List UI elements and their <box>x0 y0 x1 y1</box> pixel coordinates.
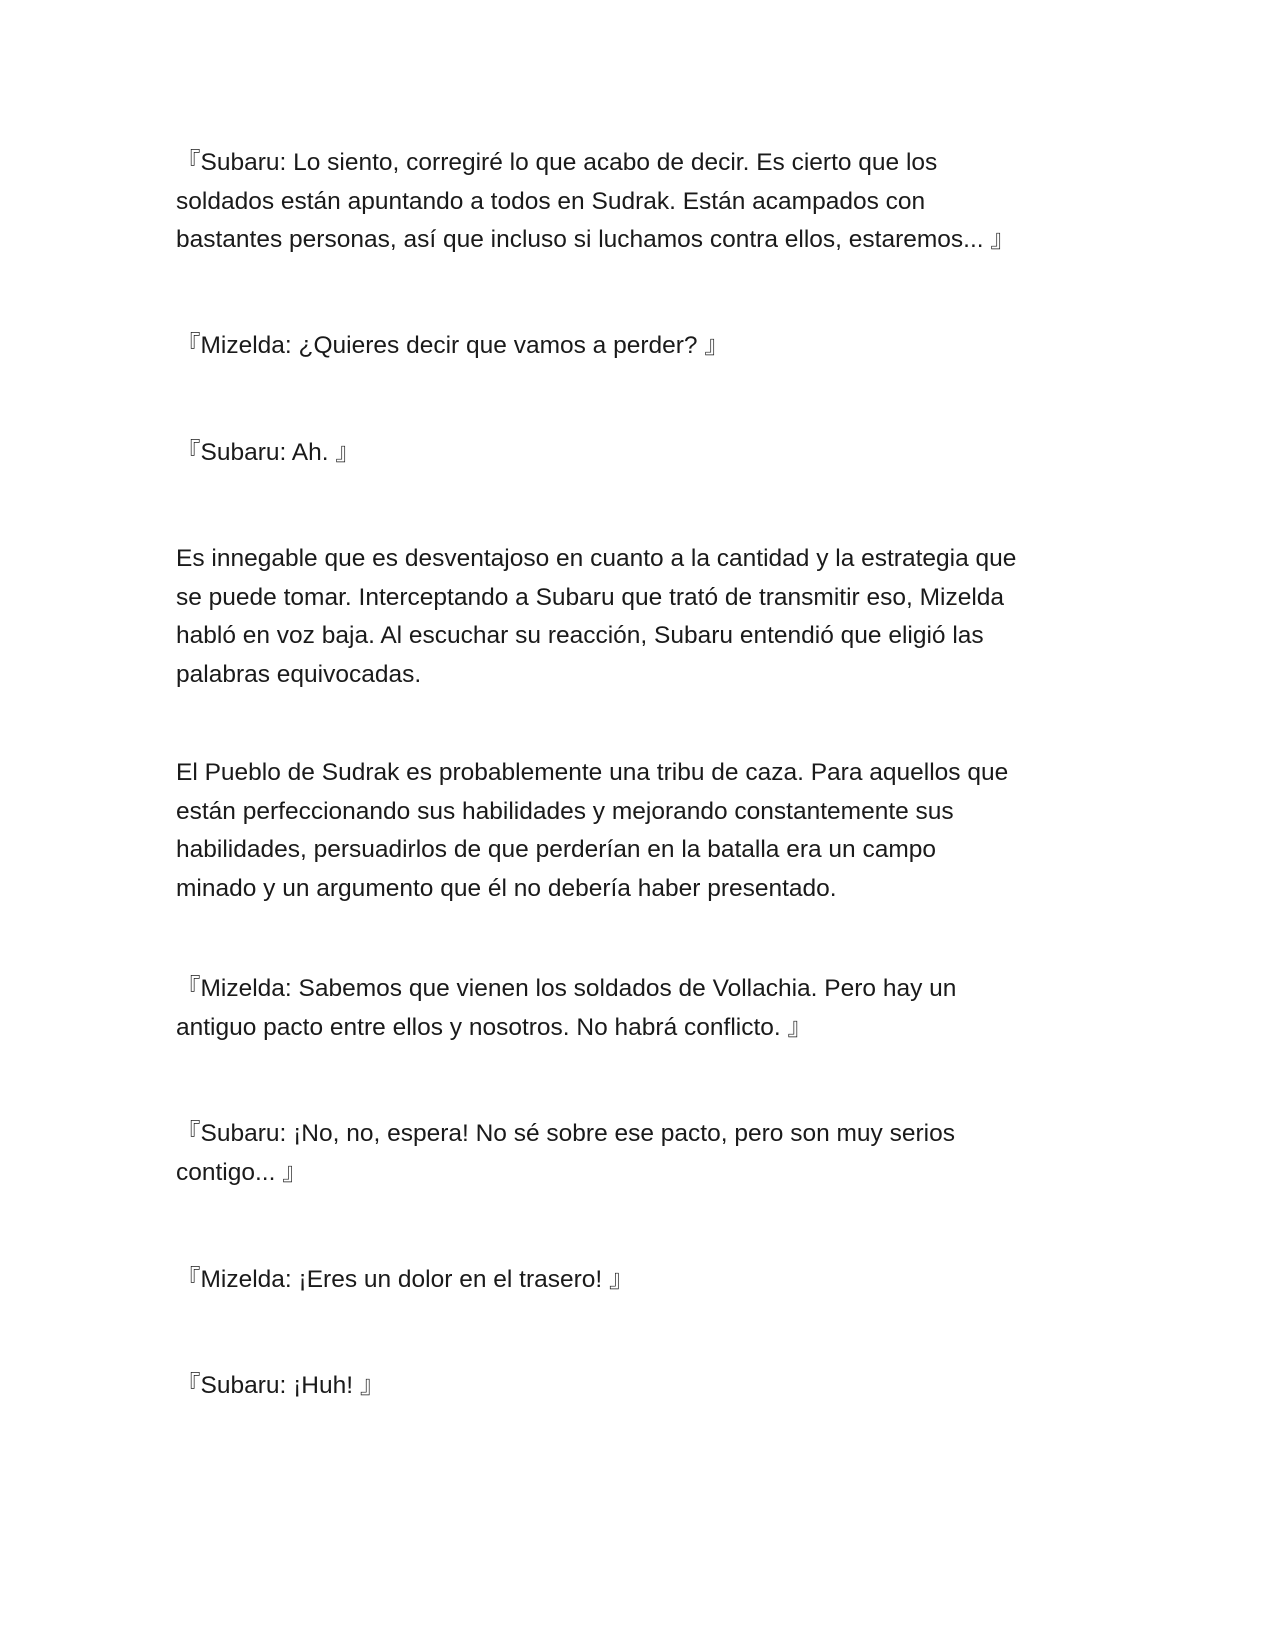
paragraph-subaru-apology <box>176 144 1096 260</box>
text-line: soldados están apuntando a todos en Sudrak. Están acampados con <box>176 187 926 215</box>
text-line: se puede tomar. Interceptando a Subaru que trató de transmitir eso, Mizelda <box>176 583 1005 611</box>
paragraph-subaru-wait <box>176 1115 1096 1192</box>
paragraph-narration-disadvantage <box>176 540 1096 694</box>
paragraph-mizelda-pact <box>176 970 1096 1047</box>
text-line: antiguo pacto entre ellos y nosotros. No habrá conflicto. 』 <box>176 1013 812 1041</box>
text-line: 『Subaru: Ah. 』 <box>176 439 360 466</box>
text-line: 『Subaru: ¡No, no, espera! No sé sobre ese pacto, pero son muy serios <box>176 1120 955 1147</box>
text-line: minado y un argumento que él no debería haber presentado. <box>176 874 837 902</box>
paragraph-mizelda-pain <box>176 1261 1096 1300</box>
text-line: están perfeccionando sus habilidades y mejorando constantemente sus <box>176 797 954 825</box>
paragraph-subaru-ah <box>176 434 1096 473</box>
text-line: 『Subaru: ¡Huh! 』 <box>176 1372 385 1399</box>
text-line: 『Mizelda: Sabemos que vienen los soldados de Vollachia. Pero hay un <box>176 975 957 1002</box>
paragraph-mizelda-lose <box>176 327 1096 366</box>
text-line: El Pueblo de Sudrak es probablemente una tribu de caza. Para aquellos que <box>176 759 1009 786</box>
text-line: palabras equivocadas. <box>176 660 422 688</box>
text-line: bastantes personas, así que incluso si luchamos contra ellos, estaremos... 』 <box>176 226 1015 253</box>
text-line: habló en voz baja. Al escuchar su reacción, Subaru entendió que eligió las <box>176 622 984 649</box>
paragraph-subaru-huh <box>176 1367 1096 1406</box>
text-line: 『Mizelda: ¿Quieres decir que vamos a perder? 』 <box>176 332 729 359</box>
text-line: 『Mizelda: ¡Eres un dolor en el trasero! 』 <box>176 1266 634 1293</box>
text-line: contigo... 』 <box>176 1158 307 1186</box>
paragraph-narration-sudrak <box>176 754 1096 908</box>
text-line: Es innegable que es desventajoso en cuanto a la cantidad y la estrategia que <box>176 545 1017 572</box>
text-line: habilidades, persuadirlos de que perderían en la batalla era un campo <box>176 836 937 863</box>
text-line: 『Subaru: Lo siento, corregiré lo que acabo de decir. Es cierto que los <box>176 149 938 176</box>
